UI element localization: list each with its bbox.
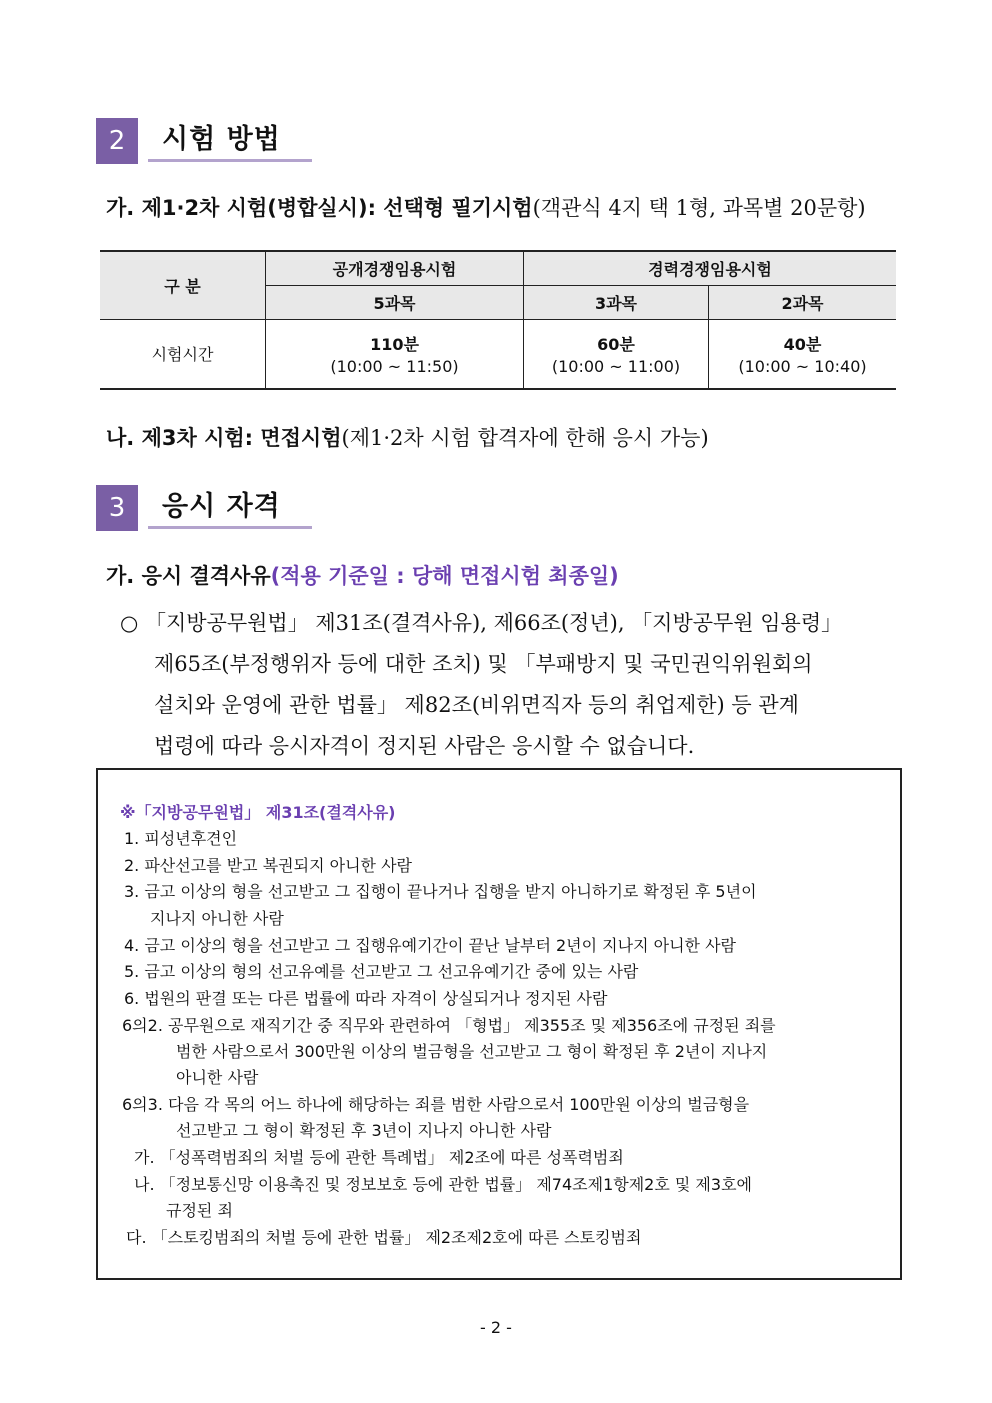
box-line: 3. 금고 이상의 형을 선고받고 그 집행이 끝나거나 집행을 받지 아니하기로 확정된 후 5년이 xyxy=(124,882,757,901)
exam-schedule-table xyxy=(100,250,896,390)
subheading-written-exam xyxy=(106,192,866,222)
section-3-header xyxy=(96,485,312,533)
paragraph-line: ○ 「지방공무원법」 제31조(결격사유), 제66조(정년), 「지방공무원 임용령」 xyxy=(120,611,843,635)
section-title: 응시 자격 xyxy=(148,485,312,529)
table-row-label: 시험시간 xyxy=(100,319,266,389)
table-cell-career-3 xyxy=(524,319,709,389)
duration: 40분 xyxy=(783,334,822,354)
box-line: 지나지 아니한 사람 xyxy=(150,909,284,928)
time-range: (10:00 ~ 11:50) xyxy=(330,356,459,376)
subheading-label: 가. 제1·2차 시험(병합실시): 선택형 필기시험 xyxy=(106,196,533,220)
duration: 60분 xyxy=(597,334,635,354)
box-line: 선고받고 그 형이 확정된 후 3년이 지나지 아니한 사람 xyxy=(176,1121,552,1140)
table-cell-career-2 xyxy=(709,319,897,389)
subheading-interview xyxy=(106,422,709,452)
subheading-label: 가. 응시 결격사유 xyxy=(106,564,271,588)
box-line: 규정된 죄 xyxy=(166,1201,233,1220)
box-line: 가. 「성폭력범죄의 처벌 등에 관한 특례법」 제2조에 따른 성폭력범죄 xyxy=(134,1148,624,1167)
section-number: 3 xyxy=(96,485,138,531)
box-line: 6의2. 공무원으로 재직기간 중 직무와 관련하여 「형법」 제355조 및 제356조에 규정된 죄를 xyxy=(122,1016,776,1035)
page-number: - 2 - xyxy=(480,1318,512,1337)
section-2-header xyxy=(96,118,312,166)
table-subheader-3-subjects: 3과목 xyxy=(524,285,709,319)
table-header-career-competition: 경력경쟁임용시험 xyxy=(524,251,897,285)
legal-reference-box xyxy=(96,768,902,1280)
box-line: 다. 「스토킹범죄의 처벌 등에 관한 법률」 제2조제2호에 따른 스토킹범죄 xyxy=(126,1228,642,1247)
box-line: 범한 사람으로서 300만원 이상의 벌금형을 선고받고 그 형이 확정된 후 2년이 지나지 xyxy=(176,1042,768,1061)
box-title: ※「지방공무원법」 제31조(결격사유) xyxy=(120,803,396,822)
table-subheader-2-subjects: 2과목 xyxy=(709,285,897,319)
subheading-highlight: (적용 기준일 : 당해 면접시험 최종일) xyxy=(270,564,619,588)
box-line: 1. 피성년후견인 xyxy=(124,829,238,848)
paragraph-line: 설치와 운영에 관한 법률」 제82조(비위면직자 등의 취업제한) 등 관계 xyxy=(154,693,799,717)
duration: 110분 xyxy=(370,334,419,354)
box-line: 6의3. 다음 각 목의 어느 하나에 해당하는 죄를 범한 사람으로서 100만원 이상의 벌금형을 xyxy=(122,1095,750,1114)
time-range: (10:00 ~ 10:40) xyxy=(738,356,867,376)
subheading-disqualification xyxy=(106,560,619,590)
box-line: 5. 금고 이상의 형의 선고유예를 선고받고 그 선고유예기간 중에 있는 사람 xyxy=(124,962,639,981)
section-number: 2 xyxy=(96,118,138,164)
time-range: (10:00 ~ 11:00) xyxy=(551,356,681,376)
paragraph-line: 법령에 따라 응시자격이 정지된 사람은 응시할 수 없습니다. xyxy=(154,734,695,758)
paragraph-line: 제65조(부정행위자 등에 대한 조치) 및 「부패방지 및 국민권익위원회의 xyxy=(154,652,813,676)
subheading-note: (객관식 4지 택 1형, 과목별 20문항) xyxy=(532,196,866,220)
subheading-note: (제1·2차 시험 합격자에 한해 응시 가능) xyxy=(341,426,709,450)
box-line: 6. 법원의 판결 또는 다른 법률에 따라 자격이 상실되거나 정지된 사람 xyxy=(124,989,608,1008)
table-subheader-5-subjects: 5과목 xyxy=(266,285,524,319)
table-cell-open xyxy=(266,319,524,389)
box-line: 4. 금고 이상의 형을 선고받고 그 집행유예기간이 끝난 날부터 2년이 지나지 아니한 사람 xyxy=(124,936,736,955)
box-line: 아니한 사람 xyxy=(176,1068,259,1087)
subheading-label: 나. 제3차 시험: 면접시험 xyxy=(106,426,342,450)
box-line: 나. 「정보통신망 이용촉진 및 정보보호 등에 관한 법률」 제74조제1항제2호 및 제3호에 xyxy=(134,1175,752,1194)
section-title: 시험 방법 xyxy=(148,118,312,162)
box-line: 2. 파산선고를 받고 복권되지 아니한 사람 xyxy=(124,856,412,875)
disqualification-paragraph xyxy=(120,603,898,767)
table-header-category: 구 분 xyxy=(100,251,266,319)
table-header-open-competition: 공개경쟁임용시험 xyxy=(266,251,524,285)
